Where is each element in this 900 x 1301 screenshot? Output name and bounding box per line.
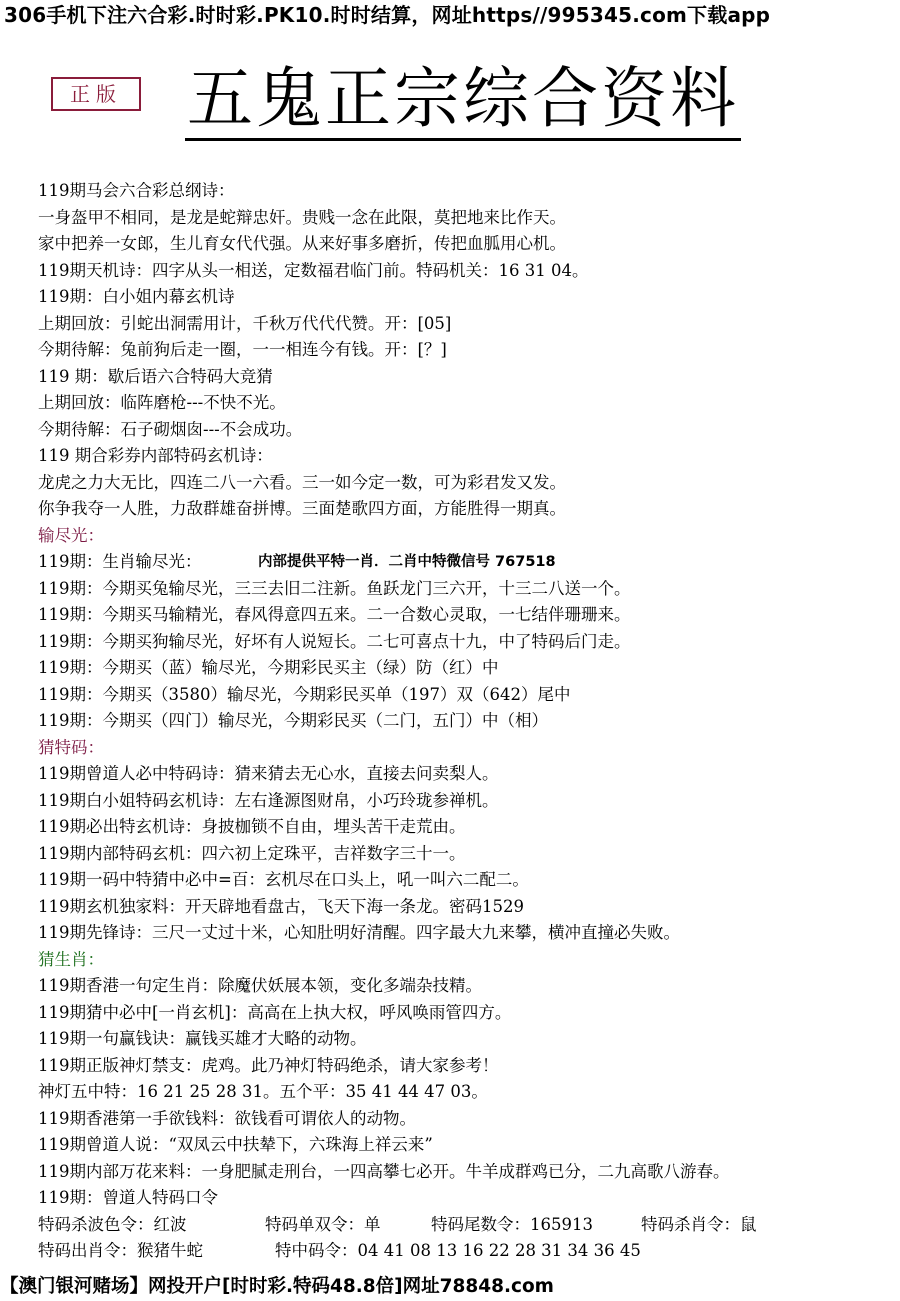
text-line: 119期：生肖输尽光： bbox=[38, 552, 202, 571]
text-line: 119期：今期买兔输尽光，三三去旧二注新。鱼跃龙门三六开，十三二八送一个。 bbox=[38, 578, 631, 598]
text-line: 119期曾道人说：“双凤云中扶辇下，六珠海上祥云来” bbox=[38, 1135, 433, 1154]
text-line: 119期白小姐特码玄机诗：左右逢源图财帛，小巧玲珑参禅机。 bbox=[38, 790, 499, 810]
text-line: 119期：今期买（3580）输尽光，今期彩民买单（197）双（642）尾中 bbox=[38, 684, 571, 704]
text-line: 119期：白小姐内幕玄机诗 bbox=[38, 287, 235, 306]
text-line: 119期猜中必中[一肖玄机]：高高在上执大权，呼风唤雨管四方。 bbox=[38, 1002, 512, 1022]
text-line: 119期：今期买（四门）输尽光，今期彩民买（二门，五门）中（相） bbox=[38, 711, 548, 730]
text-line: 119期：今期买马输精光，春风得意四五来。二一合数心灵取，一七结伴珊珊来。 bbox=[38, 605, 631, 624]
text-line: 119期一码中特猜中必中=百：玄机尽在口头上，吼一叫六二配二。 bbox=[38, 870, 529, 889]
text-line: 119期内部万花来料：一身肥腻走刑台，一四高攀七必开。牛羊成群鸡已分，二九高歌八游春。 bbox=[38, 1161, 730, 1181]
text-line: 今期待解：兔前狗后走一圈，一一相连今有钱。开：[？] bbox=[38, 340, 447, 359]
code-item: 特码出肖令：猴猪牛蛇 bbox=[38, 1241, 203, 1260]
text-line: 一身盔甲不相同，是龙是蛇辩忠奸。贵贱一念在此限，莫把地来比作天。 bbox=[38, 207, 566, 227]
text-line: 119期天机诗：四字从头一相送，定数福君临门前。特码机关：16 31 04。 bbox=[38, 260, 589, 280]
bottom-banner: 【澳门银河赌场】网投开户[时时彩.特码48.8倍]网址78848.com bbox=[0, 1276, 554, 1297]
text-line: 119期正版神灯禁支：虎鸡。此乃神灯特码绝杀，请大家参考！ bbox=[38, 1055, 499, 1075]
text-line: 119期内部特码玄机：四六初上定珠平，吉祥数字三十一。 bbox=[38, 843, 466, 863]
text-line: 家中把养一女郎，生儿育女代代强。从来好事多磨折，传把血胍用心机。 bbox=[38, 234, 566, 253]
code-item: 特码杀肖令：鼠 bbox=[641, 1214, 757, 1234]
section-heading-guess-zodiac: 猜生肖： bbox=[38, 949, 104, 969]
text-line: 119期香港第一手欲钱料：欲钱看可谓依人的动物。 bbox=[38, 1108, 416, 1128]
top-banner: 306手机下注六合彩.时时彩.PK10.时时结算，网址https//995345.com下载app bbox=[4, 3, 771, 27]
text-line: 你争我夺一人胜，力敌群雄奋拼博。三面楚歌四方面，方能胜得一期真。 bbox=[38, 499, 566, 518]
text-line: 龙虎之力大无比，四连二八一六看。三一如今定一数，可为彩君发又发。 bbox=[38, 472, 566, 492]
text-line: 神灯五中特：16 21 25 28 31。五个平：35 41 44 47 03。 bbox=[38, 1082, 488, 1101]
text-line: 119期：今期买狗输尽光，好坏有人说短长。二七可喜点十九，中了特码后门走。 bbox=[38, 631, 631, 651]
text-line: 119期：今期买（蓝）输尽光，今期彩民买主（绿）防（红）中 bbox=[38, 658, 499, 677]
text-line: 119期香港一句定生肖：除魔伏妖展本领，变化多端杂技精。 bbox=[38, 976, 482, 995]
code-row-1 bbox=[38, 1212, 888, 1239]
page-title: 五鬼正宗综合资料 bbox=[187, 60, 739, 137]
text-line: 119期马会六合彩总纲诗： bbox=[38, 181, 235, 200]
text-line: 119期玄机独家料：开天辟地看盘古，飞天下海一条龙。密码1529 bbox=[38, 896, 524, 916]
content-body bbox=[38, 178, 888, 1265]
text-line: 119期一句赢钱诀：赢钱买雄才大略的动物。 bbox=[38, 1029, 367, 1048]
title-underline bbox=[185, 138, 741, 141]
text-line: 119期必出特玄机诗：身披枷锁不自由，埋头苦干走荒由。 bbox=[38, 817, 466, 836]
text-line: 119期：曾道人特码口令 bbox=[38, 1188, 218, 1207]
code-item: 特码单双令：单 bbox=[265, 1214, 381, 1234]
code-row-2 bbox=[38, 1238, 888, 1265]
authentic-badge: 正版 bbox=[51, 77, 141, 111]
section-heading-lose-all: 输尽光： bbox=[38, 525, 104, 545]
section-heading-guess-code: 猜特码： bbox=[38, 737, 104, 757]
text-line: 今期待解：石子砌烟囱---不会成功。 bbox=[38, 419, 303, 439]
text-line: 119 期合彩券内部特码玄机诗： bbox=[38, 446, 273, 465]
text-line-with-overlay bbox=[38, 549, 888, 576]
code-item: 特码杀波色令：红波 bbox=[38, 1214, 187, 1234]
wechat-overlay-text: 内部提供平特一肖．二肖中特微信号 767518 bbox=[258, 554, 556, 570]
text-line: 上期回放：引蛇出洞需用计，千秋万代代代赞。开：[05] bbox=[38, 313, 452, 333]
text-line: 119 期：歇后语六合特码大竞猜 bbox=[38, 366, 273, 386]
code-item: 特码尾数令：165913 bbox=[431, 1214, 593, 1234]
code-item: 特中码令：04 41 08 13 16 22 28 31 34 36 45 bbox=[275, 1241, 641, 1260]
text-line: 119期先锋诗：三尺一丈过十米，心知肚明好清醒。四字最大九来攀，横冲直撞必失败。 bbox=[38, 923, 680, 942]
text-line: 119期曾道人必中特码诗：猜来猜去无心水，直接去问卖梨人。 bbox=[38, 764, 499, 783]
text-line: 上期回放：临阵磨枪---不快不光。 bbox=[38, 393, 286, 412]
